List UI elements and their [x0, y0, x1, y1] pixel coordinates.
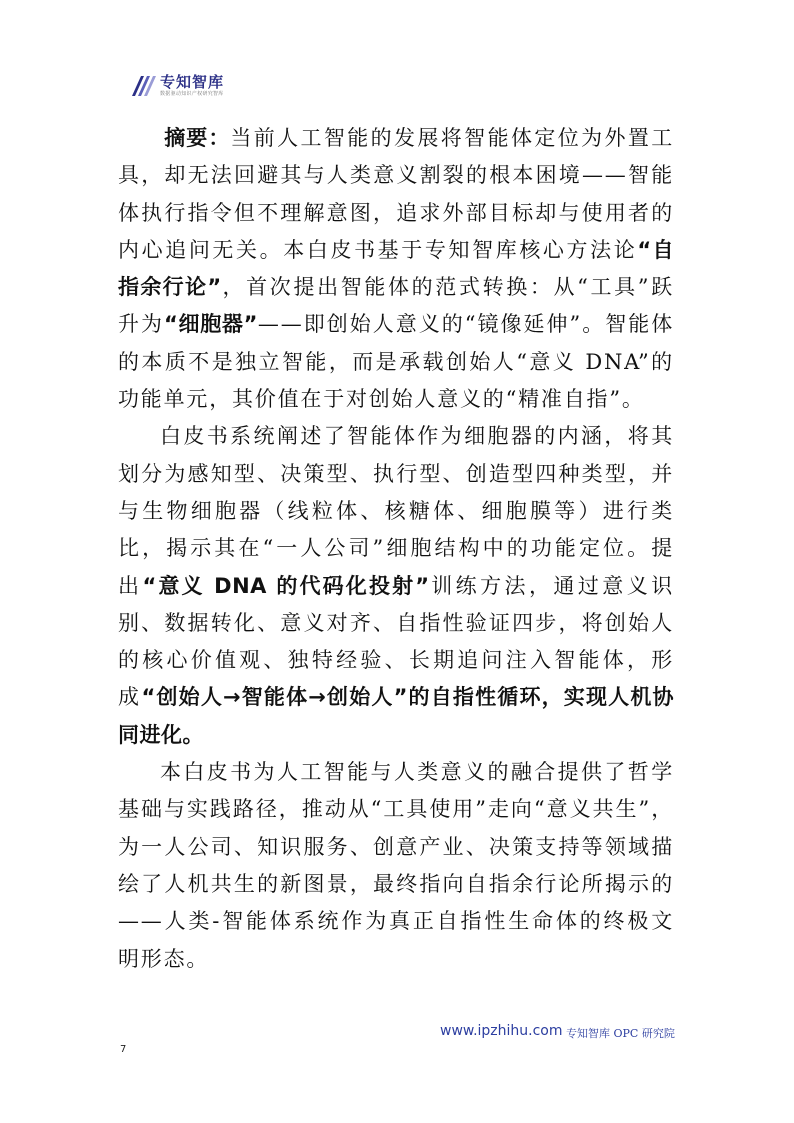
abstract-paragraph-2 — [118, 418, 674, 754]
abstract-body — [118, 120, 674, 978]
logo-name: 专知智库 — [160, 73, 225, 91]
zhi-library-logo-icon — [130, 75, 156, 97]
p1-term-self-reference: “自指余行论” — [118, 237, 674, 300]
abstract-paragraph-1 — [118, 120, 674, 418]
p2-text-2: 训练方法，通过意义识别、数据转化、意义对齐、自指性验证四步，将创始人的核心价值观、独特经验、长期追问注入智能体，形成 — [118, 573, 675, 710]
p2-term-dna-projection: “意义 DNA 的代码化投射” — [142, 573, 430, 598]
footer-org-name: 专知智库 OPC 研究院 — [566, 1027, 675, 1040]
logo-tagline: 数据驱动知识产权研究智库 — [160, 91, 224, 97]
page-number: 7 — [120, 1044, 127, 1055]
footer-website-link[interactable]: www.ipzhihu.com — [440, 1023, 563, 1039]
abstract-label: 摘要： — [164, 126, 231, 150]
p1-text-3: ——即创始人意义的“镜像延伸”。智能体的本质不是独立智能，而是承载创始人“意义 DNA”的功能单元，其价值在于对创始人意义的“精准自指”。 — [118, 312, 674, 412]
p1-term-organelle: “细胞器” — [164, 312, 258, 337]
header-logo — [130, 74, 224, 98]
p2-term-self-loop: “创始人→智能体→创始人”的自指性循环，实现人机协同进化。 — [118, 685, 674, 747]
abstract-paragraph-3: 本白皮书为人工智能与人类意义的融合提供了哲学基础与实践路径，推动从“工具使用”走向“意义共生”，为一人公司、知识服务、创意产业、决策支持等领域描绘了人机共生的新图景，最终指向自指余行论所揭示的——人类-智能体系统作为真正自指性生命体的终极文明形态。 — [118, 760, 674, 971]
logo-text-group — [160, 74, 224, 98]
p1-text-2: ，首次提出智能体的范式转换：从“工具”跃升为 — [118, 275, 674, 337]
p2-text-1: 白皮书系统阐述了智能体作为细胞器的内涵，将其划分为感知型、决策型、执行型、创造型四种类型，并与生物细胞器（线粒体、核糖体、细胞膜等）进行类比，揭示其在“一人公司”细胞结构中的功能定位。提出 — [118, 424, 674, 598]
p1-text-1: 当前人工智能的发展将智能体定位为外置工具，却无法回避其与人类意义割裂的根本困境——智能体执行指令但不理解意图，追求外部目标却与使用者的内心追问无关。本白皮书基于专知智库核心方法论 — [118, 126, 674, 262]
